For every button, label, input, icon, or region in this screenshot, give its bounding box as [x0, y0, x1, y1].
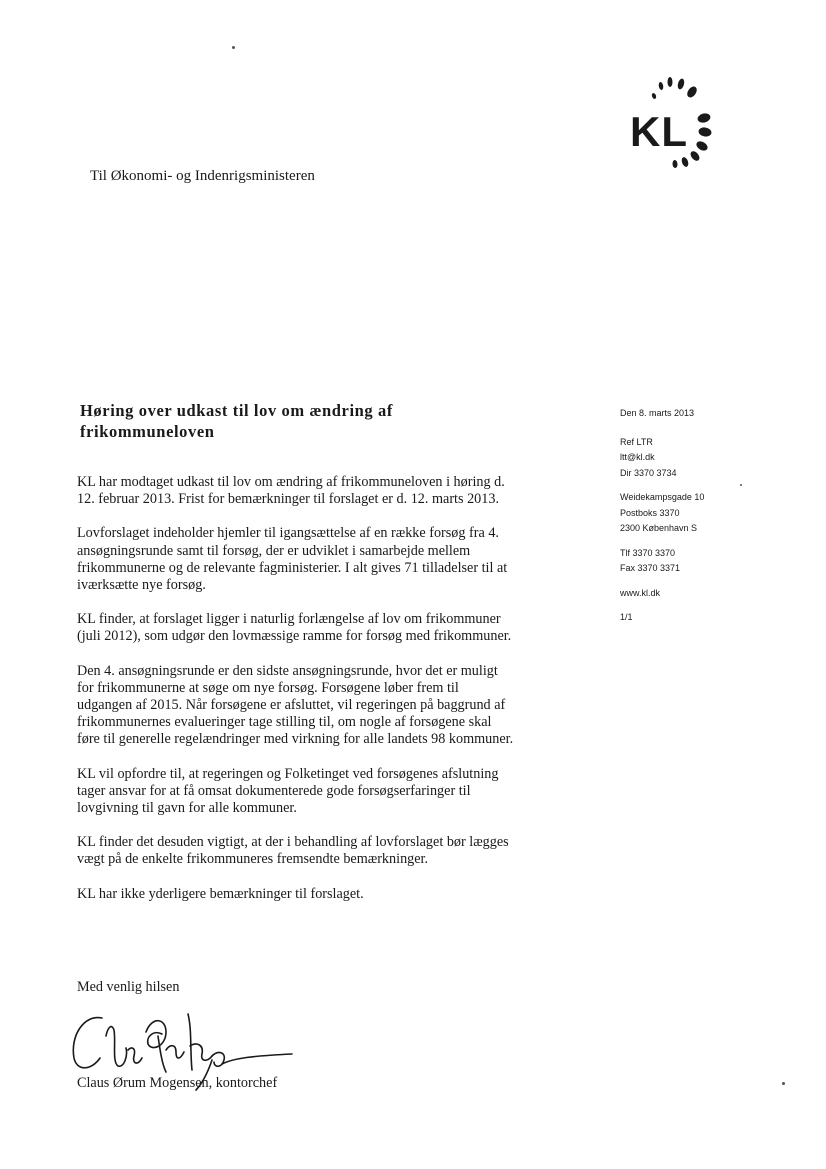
letter-title: [80, 400, 550, 442]
text-line: Den 4. ansøgningsrunde er den sidste ansøgningsrunde, hvor det er muligt: [77, 662, 498, 679]
email: ltt@kl.dk: [620, 452, 655, 462]
address-line: 2300 København S: [620, 523, 698, 533]
paragraph: [77, 611, 597, 645]
text-line: lovgivning til gavn for alle kommuner.: [77, 800, 297, 817]
closing: Med venlig hilsen: [77, 979, 180, 995]
kl-logo-text: KL: [630, 108, 688, 155]
scan-speck: [740, 484, 742, 486]
kl-logo: [620, 72, 730, 182]
recipient: Til Økonomi- og Indenrigsministeren: [90, 168, 315, 184]
sender-info: [620, 406, 800, 626]
text-line: (juli 2012), som udgør den lovmæssige ramme for forsøg med frikommuner.: [77, 628, 512, 645]
text-line: udgangen af 2015. Når forsøgene er afsluttet, vil regeringen på baggrund af: [77, 697, 506, 714]
address-line: Postboks 3370: [620, 507, 680, 518]
paragraph: [77, 834, 597, 868]
text-line: KL har modtaget udkast til lov om ændring af frikommuneloven i høring d.: [77, 474, 505, 490]
text-line: iværksætte nye forsøg.: [77, 577, 206, 594]
paragraph: [77, 886, 597, 903]
text-line: vægt på de enkelte frikommuneres fremsendte bemærkninger.: [77, 851, 429, 868]
fax: Fax 3370 3371: [620, 563, 681, 573]
scan-speck: [782, 1082, 785, 1085]
text-line: for frikommunerne at søge om nye forsøg. Forsøgene løber frem til: [77, 679, 459, 696]
address-line: Weidekampsgade 10: [620, 492, 705, 502]
page-number: 1/1: [620, 612, 633, 622]
paragraph: [77, 474, 597, 508]
paragraph: [77, 663, 597, 749]
letter-date: Den 8. marts 2013: [620, 408, 695, 418]
text-line: frikommunerne og de relevante fagministerier. I alt gives 71 tilladelser til at: [77, 559, 508, 576]
text-line: føre til generelle regelændringer med virkning for alle landets 98 kommuner.: [77, 731, 514, 748]
website: www.kl.dk: [620, 587, 661, 598]
letter-body: [77, 474, 597, 920]
text-line: 12. februar 2013. Frist for bemærkninger til forslaget er d. 12. marts 2013.: [77, 491, 499, 508]
title-line: Høring over udkast til lov om ændring af: [80, 401, 393, 420]
reference: Ref LTR: [620, 436, 653, 447]
text-line: KL finder det desuden vigtigt, at der i behandling af lovforslaget bør lægges: [77, 834, 509, 851]
paragraph: [77, 766, 597, 818]
scan-speck: [232, 46, 235, 49]
text-line: ansøgningsrunde samt til forsøg, der er udviklet i samarbejde mellem: [77, 542, 471, 559]
direct-phone: Dir 3370 3734: [620, 467, 677, 478]
paragraph: [77, 525, 597, 594]
text-line: Lovforslaget indeholder hjemler til igangsættelse af en række forsøg fra 4.: [77, 525, 499, 542]
text-line: KL finder, at forslaget ligger i naturlig forlængelse af lov om frikommuner: [77, 611, 501, 628]
text-line: KL har ikke yderligere bemærkninger til forslaget.: [77, 885, 364, 902]
text-line: KL vil opfordre til, at regeringen og Folketinget ved forsøgenes afslutning: [77, 765, 499, 782]
phone: Tlf 3370 3370: [620, 547, 676, 558]
text-line: frikommunernes evalueringer tage stilling til, om nogle af forsøgene skal: [77, 714, 492, 731]
title-line: frikommuneloven: [80, 422, 215, 441]
text-line: tager ansvar for at få omsat dokumenterede gode forsøgserfaringer til: [77, 782, 471, 799]
signer-name: Claus Ørum Mogensen, kontorchef: [77, 1075, 278, 1091]
